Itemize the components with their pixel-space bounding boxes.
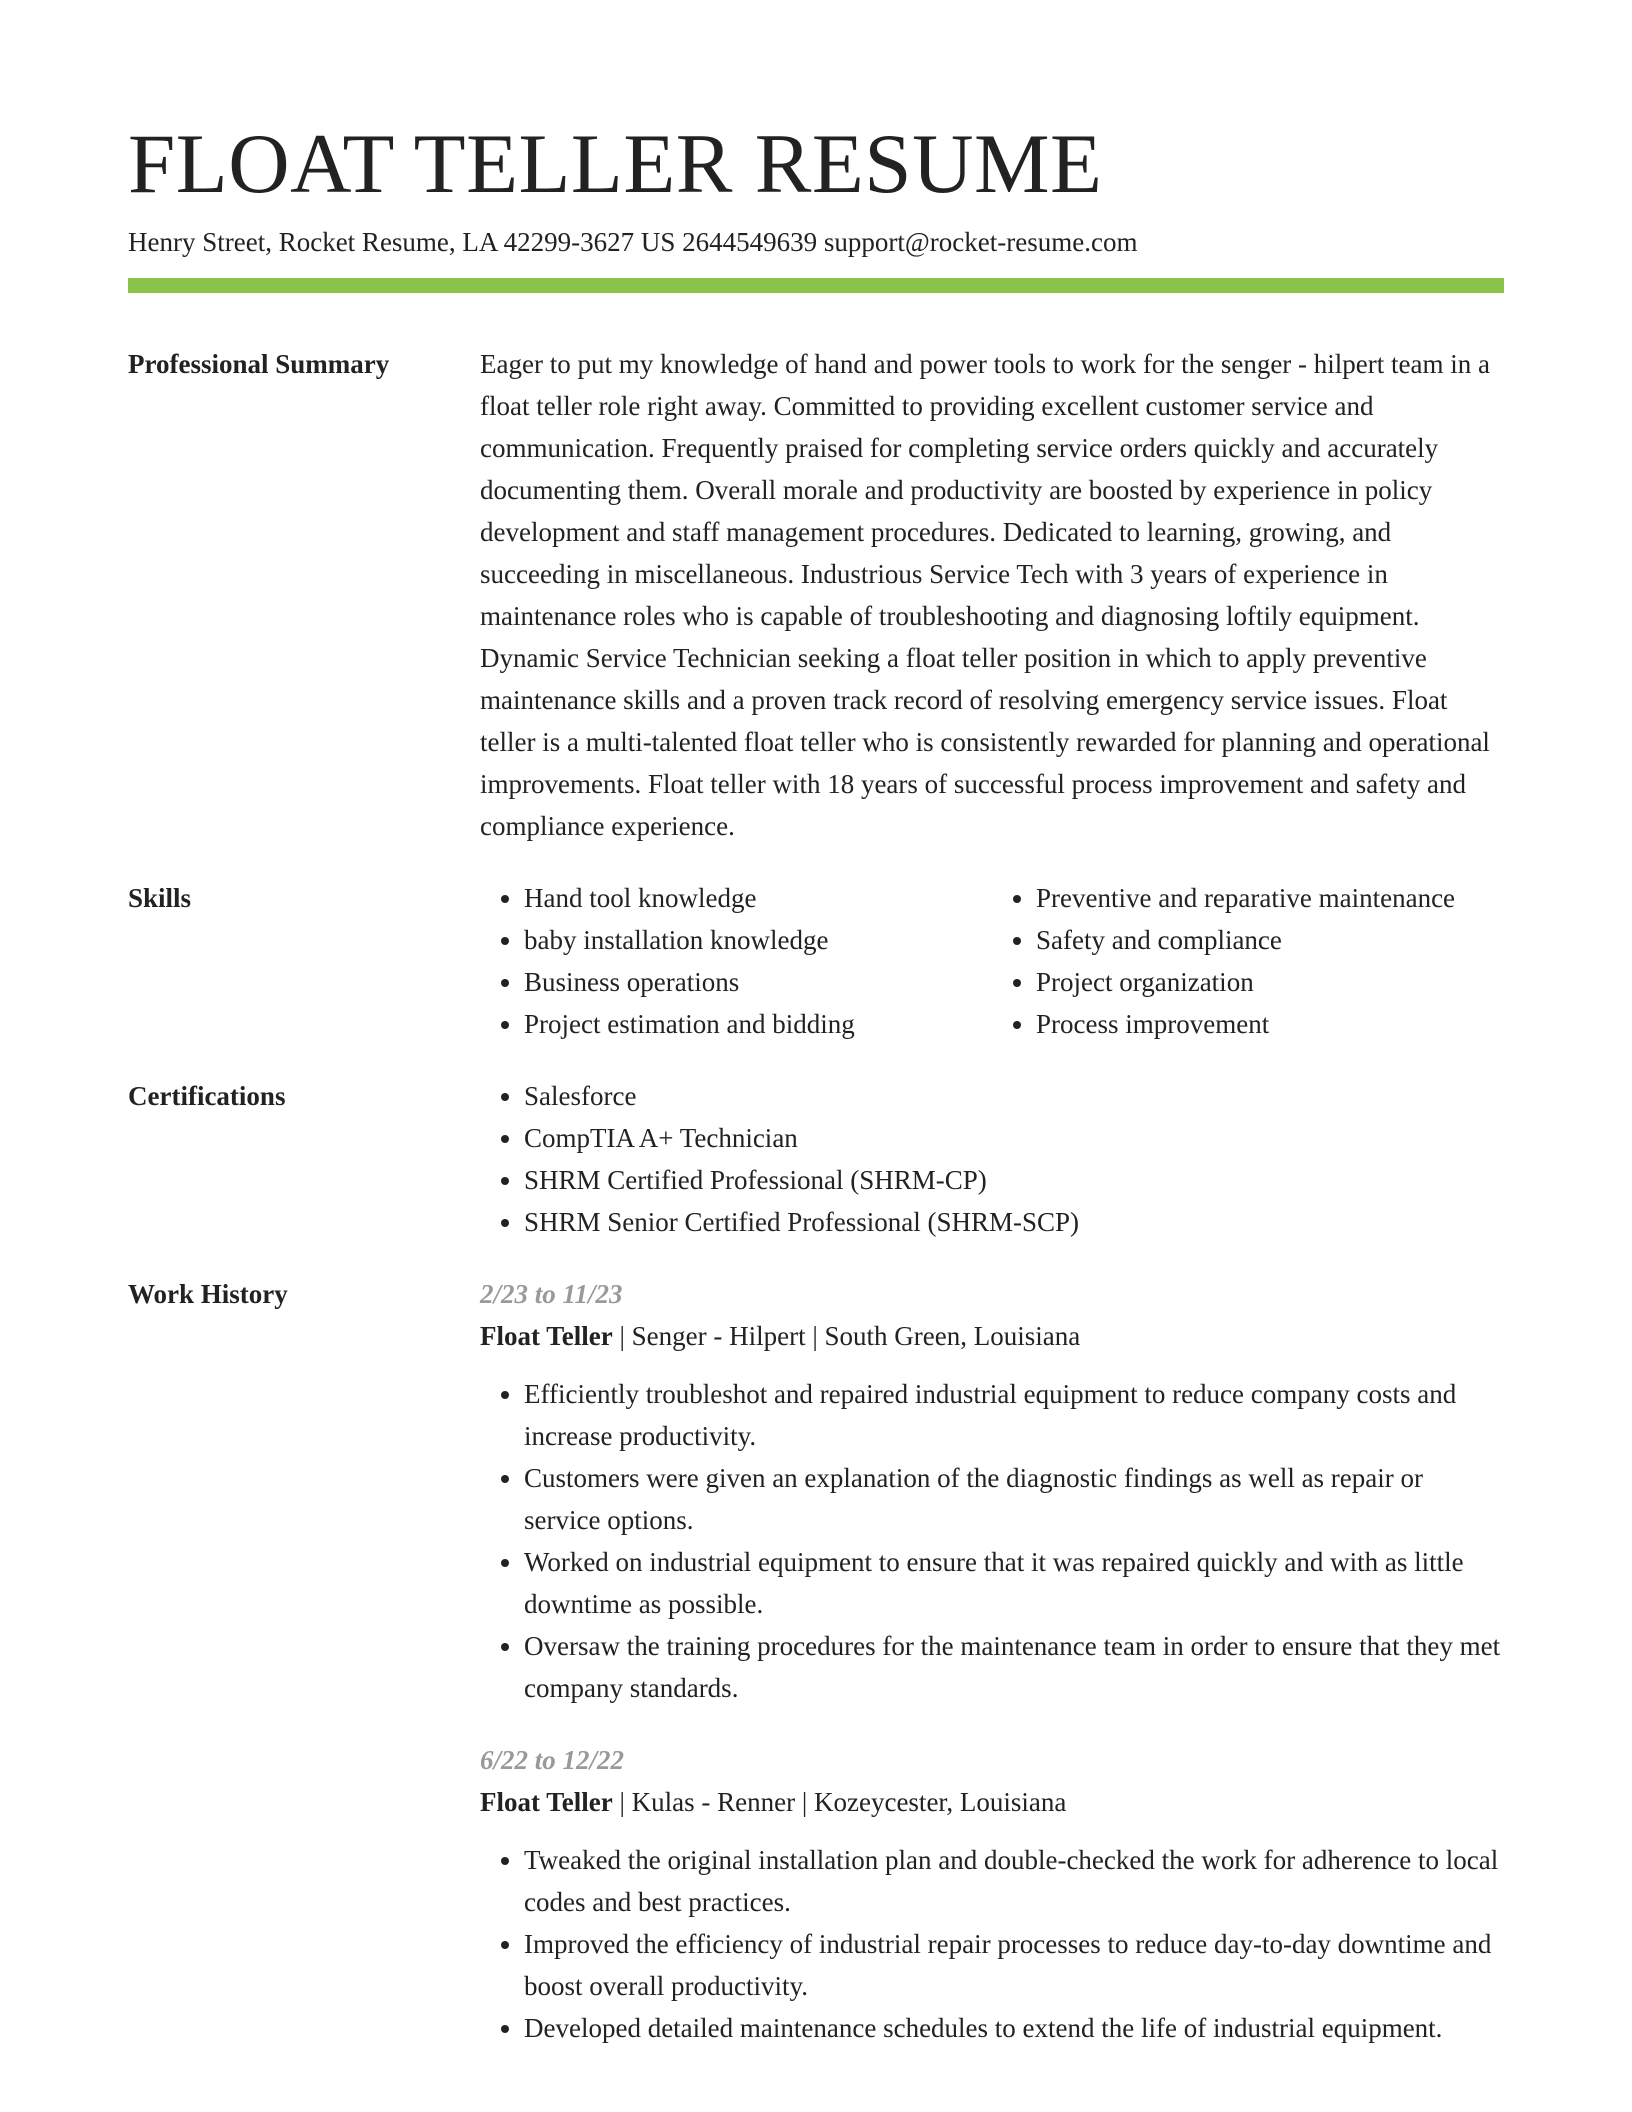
skills-list-left bbox=[480, 877, 992, 1045]
job-bullet: • Improved the efficiency of industrial repair processes to reduce day-to-day downtime and boost overall productivity. bbox=[524, 1923, 1504, 2007]
job-bullet: • Tweaked the original installation plan and double-checked the work for adherence to local codes and best practices. bbox=[524, 1839, 1504, 1923]
certification-item: • CompTIA A+ Technician bbox=[524, 1117, 1504, 1159]
job-bullet: • Efficiently troubleshot and repaired industrial equipment to reduce company costs and increase productivity. bbox=[524, 1373, 1504, 1457]
skill-item: • baby installation knowledge bbox=[524, 919, 992, 961]
summary-label: Professional Summary bbox=[128, 348, 390, 379]
job-dates: 2/23 to 11/23 bbox=[480, 1278, 623, 1309]
summary-text: Eager to put my knowledge of hand and power tools to work for the senger - hilpert team in a float teller role right away. Committed to providing excellent customer service and communication. Frequently praised for completing service orders quickly and accurately documenting them. Overall morale and productivity are boosted by experience in policy development and staff management procedures. Dedicated to learning, growing, and succeeding in miscellaneous. Industrious Service Tech with 3 years of experience in maintenance roles who is capable of troubleshooting and diagnosing loftily equipment. Dynamic Service Technician seeking a float teller position in which to apply preventive maintenance skills and a proven track record of resolving emergency service issues. Float teller is a multi-talented float teller who is consistently rewarded for planning and operational improvements. Float teller with 18 years of successful process improvement and safety and compliance experience. bbox=[480, 348, 1490, 841]
skill-item: • Project estimation and bidding bbox=[524, 1003, 992, 1045]
certifications-label: Certifications bbox=[128, 1080, 286, 1111]
work-history-section bbox=[128, 1273, 1504, 2049]
skills-columns bbox=[480, 877, 1504, 1045]
certification-item: • Salesforce bbox=[524, 1075, 1504, 1117]
skill-item: • Hand tool knowledge bbox=[524, 877, 992, 919]
certification-item: • SHRM Certified Professional (SHRM-CP) bbox=[524, 1159, 1504, 1201]
certifications-body bbox=[480, 1075, 1504, 1243]
job-heading bbox=[480, 1781, 1504, 1823]
job-bullet: • Developed detailed maintenance schedules to extend the life of industrial equipment. bbox=[524, 2007, 1504, 2049]
job-bullet-list bbox=[480, 1839, 1504, 2049]
job-bullet: • Customers were given an explanation of the diagnostic findings as well as repair or service options. bbox=[524, 1457, 1504, 1541]
job-entry bbox=[480, 1739, 1504, 2049]
skill-item: • Process improvement bbox=[1036, 1003, 1504, 1045]
job-employer-location: | Kulas - Renner | Kozeycester, Louisiana bbox=[612, 1786, 1067, 1817]
job-dates: 6/22 to 12/22 bbox=[480, 1744, 625, 1775]
header-divider bbox=[128, 278, 1504, 293]
work-history-body bbox=[480, 1273, 1504, 2049]
certifications-list bbox=[480, 1075, 1504, 1243]
contact-line: Henry Street, Rocket Resume, LA 42299-3627 US 2644549639 support@rocket-resume.com bbox=[128, 226, 1138, 257]
job-heading bbox=[480, 1315, 1504, 1357]
job-title: Float Teller bbox=[480, 1320, 613, 1351]
job-employer-location: | Senger - Hilpert | South Green, Louisiana bbox=[612, 1320, 1081, 1351]
skill-item: • Project organization bbox=[1036, 961, 1504, 1003]
skills-label: Skills bbox=[128, 882, 192, 913]
certifications-section bbox=[128, 1075, 1504, 1243]
skill-item: • Business operations bbox=[524, 961, 992, 1003]
work-history-label: Work History bbox=[128, 1278, 288, 1309]
certification-item: • SHRM Senior Certified Professional (SHRM-SCP) bbox=[524, 1201, 1504, 1243]
job-bullet: • Oversaw the training procedures for the maintenance team in order to ensure that they met company standards. bbox=[524, 1625, 1504, 1709]
job-entry bbox=[480, 1273, 1504, 1709]
skill-item: • Safety and compliance bbox=[1036, 919, 1504, 961]
resume-title: FLOAT TELLER RESUME bbox=[128, 117, 1103, 211]
job-bullet-list bbox=[480, 1373, 1504, 1709]
job-bullet: • Worked on industrial equipment to ensure that it was repaired quickly and with as little downtime as possible. bbox=[524, 1541, 1504, 1625]
skills-list-right bbox=[992, 877, 1504, 1045]
job-title: Float Teller bbox=[480, 1786, 613, 1817]
skill-item: • Preventive and reparative maintenance bbox=[1036, 877, 1504, 919]
skills-section bbox=[128, 877, 1504, 1045]
summary-section bbox=[128, 343, 1504, 847]
